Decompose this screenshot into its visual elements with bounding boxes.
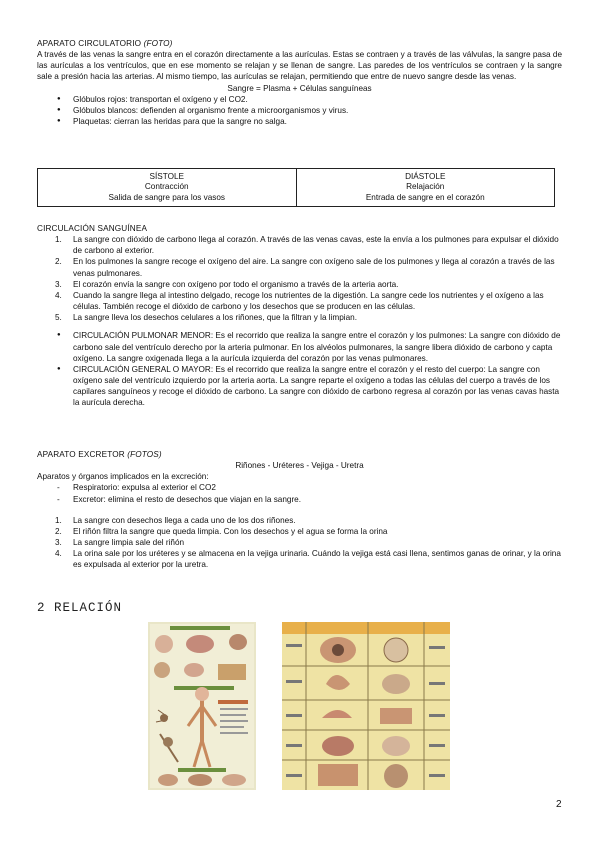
list-item: ● Plaquetas: cierran las heridas para que la sangre no salga.	[37, 116, 562, 127]
list-item: ● CIRCULACIÓN GENERAL O MAYOR: Es el recorrido que realiza la sangre entre el corazón y el resto del cuerpo: La sangre con oxígeno sale del ventrículo izquierdo por la arteria aorta. La sangre reparte el oxígeno a todas las células del cuerpo a través de los capilares sanguíneos y recoge el dióxido de carbono. La sangre con dióxido de carbono regresa al corazón por las venas cavas hasta la aurícula derecha.	[37, 364, 562, 409]
systole-cell: SÍSTOLE Contracción Salida de sangre para los vasos	[38, 169, 297, 207]
excretion-steps	[37, 515, 562, 571]
list-item: 4. La orina sale por los uréteres y se almacena en la vejiga urinaria. Cuándo la vejiga está casi llena, sentimos ganas de orinar, y la orina es expulsada al exterior por la uretra.	[55, 549, 561, 570]
systole-diastole-table	[37, 168, 555, 207]
list-item: 2. El riñón filtra la sangre que queda limpia. Con los desechos y el agua se forma la orina	[55, 526, 388, 536]
list-item: 3. El corazón envía la sangre con oxígeno por todo el organismo a través de la arteria aorta.	[55, 279, 399, 289]
list-item: 5. La sangre lleva los desechos celulares a los riñones, que la filtran y la limpian.	[55, 313, 357, 323]
excretor-title: APARATO EXCRETOR (FOTOS)	[37, 450, 162, 459]
blood-components-list	[37, 94, 562, 127]
excretor-organs: Riñones - Uréteres - Vejiga - Uretra	[235, 461, 364, 471]
excretion-list	[37, 482, 562, 504]
circulation-steps	[37, 234, 562, 323]
list-item: - Respiratorio: expulsa al exterior el CO2	[37, 482, 562, 493]
diastole-cell: DIÁSTOLE Relajación Entrada de sangre en el corazón	[296, 169, 555, 207]
excretor-intro: Aparatos y órganos implicados en la excreción:	[37, 472, 209, 482]
excretor-section	[37, 449, 562, 571]
list-item: 1. La sangre con desechos llega a cada uno de los dos riñones.	[55, 515, 296, 525]
page-number: 2	[556, 799, 562, 810]
circulatorio-section	[37, 38, 562, 127]
blood-formula: Sangre = Plasma + Células sanguíneas	[227, 83, 372, 93]
relacion-heading: 2 RELACIÓN	[37, 601, 123, 615]
list-item: ● CIRCULACIÓN PULMONAR MENOR: Es el recorrido que realiza la sangre entre el corazón y los pulmones: La sangre con dióxido de carbono sale del ventrículo derecho por la arteria pulmonar. En los alvéolos pulmonares, la sangre libera dióxido de carbono y capta oxígeno. La sangre oxigenada llega a la aurícula izquierda del corazón por las venas pulmonares.	[37, 330, 562, 363]
list-item: 4. Cuando la sangre llega al intestino delgado, recoge los nutrientes de la digestión. La sangre cede los nutrientes y el oxígeno a las células. También recoge el dióxido de carbono y los desechos que se producen en las células.	[55, 290, 544, 312]
list-item: 2. En los pulmones la sangre recoge el oxígeno del aire. La sangre con oxígeno sale de los pulmones y llega al corazón a través de las venas pulmonares.	[55, 257, 555, 278]
sense-organs-figure	[282, 622, 450, 790]
nervous-system-figure	[148, 622, 256, 790]
list-item: ● Glóbulos blancos: defienden al organismo frente a microorganismos y virus.	[37, 105, 562, 116]
list-item: 3. La sangre limpia sale del riñón	[55, 538, 185, 548]
circulacion-section	[37, 223, 562, 409]
list-item: ● Glóbulos rojos: transportan el oxígeno y el CO2.	[37, 94, 562, 105]
circulacion-title: CIRCULACIÓN SANGUÍNEA	[37, 224, 148, 233]
list-item: - Excretor: elimina el resto de desechos que viajan en la sangre.	[37, 494, 562, 505]
list-item: 1. La sangre con dióxido de carbono llega al corazón. A través de las venas cavas, este la envía a los pulmones para expulsar el dióxido de carbono al exterior.	[55, 235, 559, 256]
circulatorio-title: APARATO CIRCULATORIO (FOTO)	[37, 39, 173, 48]
circulation-types	[37, 330, 562, 408]
circulatorio-intro: A través de las venas la sangre entra en el corazón directamente a las aurículas. Estas se contraen y a través de las válvulas, la sangre pasa de las aurículas a los ventrículos, que en ese momento se relajan y se llenan de sangre. Las paredes de los ventrículos se contraen y la sangre sale a presión hacia las arterias. Al mismo tiempo, las aurículas se relajan, permitiendo que entre de nuevo sangre desde las venas.	[37, 50, 562, 82]
